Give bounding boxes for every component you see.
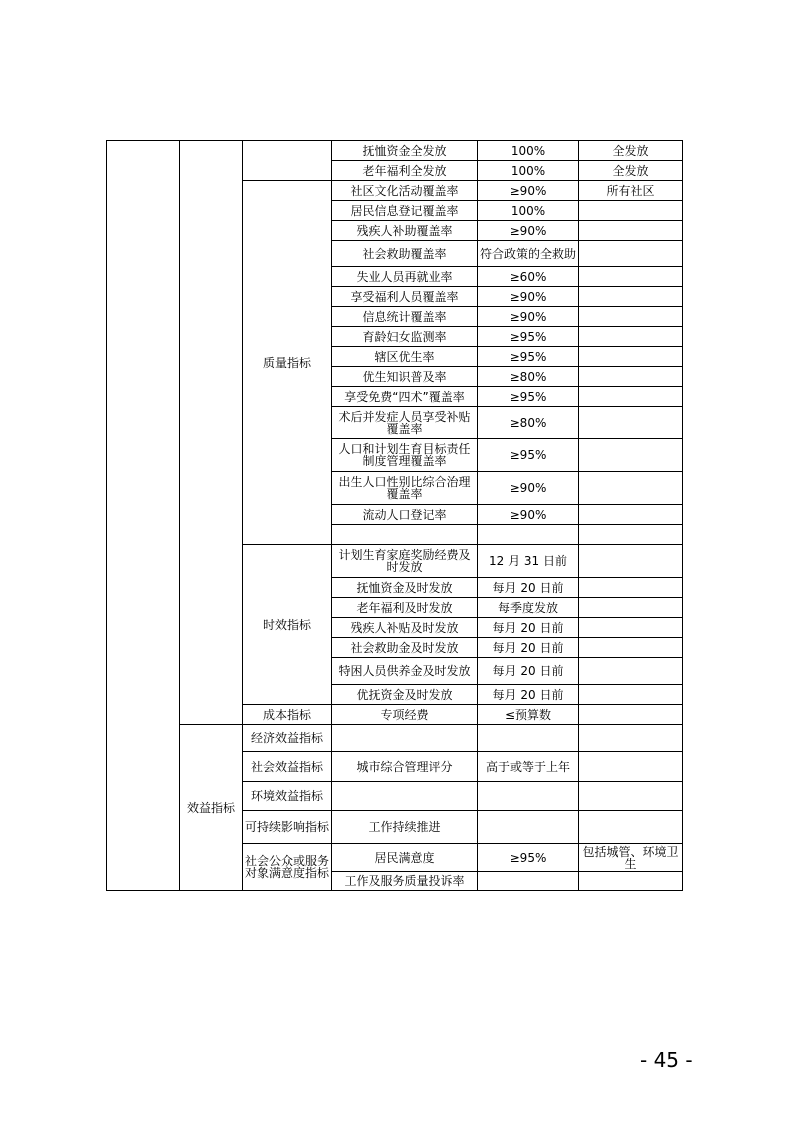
timeliness-indicator-label: 时效指标 [243, 545, 332, 705]
indicator-name-cell: 居民信息登记覆盖率 [332, 201, 478, 221]
indicator-note-cell [579, 472, 683, 505]
indicator-note-cell: 全发放 [579, 141, 683, 161]
indicator-value-cell: 每月 20 日前 [478, 685, 579, 705]
indicator-note-cell [579, 221, 683, 241]
indicator-value-cell: ≥60% [478, 267, 579, 287]
indicator-name-cell: 工作及服务质量投诉率 [332, 872, 478, 891]
indicator-value-cell: ≥90% [478, 221, 579, 241]
indicator-name-cell: 抚恤资金及时发放 [332, 578, 478, 598]
indicator-note-cell [579, 782, 683, 811]
indicator-note-cell [579, 545, 683, 578]
indicator-note-cell [579, 407, 683, 439]
indicator-value-cell: 每月 20 日前 [478, 658, 579, 685]
environmental-benefit-label: 环境效益指标 [243, 782, 332, 811]
indicator-note-cell [579, 811, 683, 844]
indicator-value-cell [478, 725, 579, 752]
indicator-value-cell: 符合政策的全救助 [478, 241, 579, 267]
second-level-empty-cell [180, 141, 243, 725]
indicator-note-cell [579, 705, 683, 725]
indicator-name-cell: 人口和计划生育目标责任制度管理覆盖率 [332, 439, 478, 472]
satisfaction-indicator-label: 社会公众或服务对象满意度指标 [243, 844, 332, 891]
indicator-name-cell [332, 525, 478, 545]
first-level-empty-cell [107, 141, 180, 891]
performance-indicator-table [106, 140, 683, 891]
indicator-value-cell [478, 872, 579, 891]
indicator-note-cell: 包括城管、环境卫生 [579, 844, 683, 872]
indicator-value-cell [478, 525, 579, 545]
indicator-note-cell [579, 347, 683, 367]
benefit-indicator-label: 效益指标 [180, 725, 243, 891]
cost-indicator-label: 成本指标 [243, 705, 332, 725]
indicator-name-cell: 老年福利全发放 [332, 161, 478, 181]
indicator-note-cell [579, 241, 683, 267]
indicator-value-cell: 每月 20 日前 [478, 578, 579, 598]
indicator-value-cell: 每月 20 日前 [478, 618, 579, 638]
indicator-name-cell: 享受免费“四术”覆盖率 [332, 387, 478, 407]
indicator-value-cell: 每月 20 日前 [478, 638, 579, 658]
indicator-value-cell: 高于或等于上年 [478, 752, 579, 782]
indicator-note-cell [579, 872, 683, 891]
indicator-note-cell [579, 525, 683, 545]
quality-indicator-label: 质量指标 [243, 181, 332, 545]
indicator-value-cell: ≥95% [478, 387, 579, 407]
indicator-name-cell: 专项经费 [332, 705, 478, 725]
indicator-name-cell: 社会救助金及时发放 [332, 638, 478, 658]
indicator-value-cell: ≥80% [478, 407, 579, 439]
social-benefit-label: 社会效益指标 [243, 752, 332, 782]
indicator-value-cell [478, 811, 579, 844]
page-number: - 45 - [640, 1048, 693, 1072]
indicator-name-cell: 社会救助覆盖率 [332, 241, 478, 267]
indicator-note-cell [579, 598, 683, 618]
indicator-name-cell: 残疾人补助覆盖率 [332, 221, 478, 241]
indicator-note-cell [579, 287, 683, 307]
indicator-name-cell: 抚恤资金全发放 [332, 141, 478, 161]
indicator-note-cell [579, 267, 683, 287]
indicator-note-cell [579, 638, 683, 658]
indicator-name-cell: 居民满意度 [332, 844, 478, 872]
indicator-value-cell: ≥95% [478, 844, 579, 872]
sustainable-impact-label: 可持续影响指标 [243, 811, 332, 844]
indicator-note-cell [579, 685, 683, 705]
indicator-value-cell: 100% [478, 161, 579, 181]
indicator-value-cell: ≥95% [478, 347, 579, 367]
indicator-value-cell: ≥95% [478, 439, 579, 472]
indicator-note-cell [579, 618, 683, 638]
indicator-note-cell [579, 327, 683, 347]
indicator-name-cell: 城市综合管理评分 [332, 752, 478, 782]
indicator-value-cell: ≥80% [478, 367, 579, 387]
indicator-name-cell: 流动人口登记率 [332, 505, 478, 525]
indicator-note-cell [579, 387, 683, 407]
indicator-name-cell: 享受福利人员覆盖率 [332, 287, 478, 307]
indicator-name-cell: 社区文化活动覆盖率 [332, 181, 478, 201]
indicator-note-cell [579, 439, 683, 472]
indicator-value-cell: ≥90% [478, 181, 579, 201]
indicator-name-cell: 残疾人补贴及时发放 [332, 618, 478, 638]
indicator-note-cell [579, 578, 683, 598]
indicator-name-cell: 优抚资金及时发放 [332, 685, 478, 705]
indicator-value-cell: 12 月 31 日前 [478, 545, 579, 578]
indicator-note-cell [579, 505, 683, 525]
indicator-name-cell: 出生人口性别比综合治理覆盖率 [332, 472, 478, 505]
indicator-name-cell: 优生知识普及率 [332, 367, 478, 387]
indicator-value-cell: 100% [478, 201, 579, 221]
indicator-name-cell: 辖区优生率 [332, 347, 478, 367]
indicator-note-cell [579, 658, 683, 685]
indicator-name-cell [332, 782, 478, 811]
third-level-empty-cell [243, 141, 332, 181]
indicator-note-cell [579, 367, 683, 387]
indicator-value-cell: ≥90% [478, 307, 579, 327]
indicator-note-cell [579, 752, 683, 782]
indicator-name-cell: 信息统计覆盖率 [332, 307, 478, 327]
indicator-name-cell: 失业人员再就业率 [332, 267, 478, 287]
indicator-value-cell: 每季度发放 [478, 598, 579, 618]
indicator-name-cell: 工作持续推进 [332, 811, 478, 844]
indicator-note-cell [579, 725, 683, 752]
indicator-note-cell [579, 201, 683, 221]
indicator-value-cell: ≥90% [478, 472, 579, 505]
indicator-name-cell: 计划生育家庭奖励经费及时发放 [332, 545, 478, 578]
indicator-note-cell: 全发放 [579, 161, 683, 181]
indicator-value-cell: 100% [478, 141, 579, 161]
indicator-note-cell [579, 307, 683, 327]
indicator-name-cell: 育龄妇女监测率 [332, 327, 478, 347]
indicator-note-cell: 所有社区 [579, 181, 683, 201]
indicator-value-cell: ≥90% [478, 287, 579, 307]
indicator-name-cell: 特困人员供养金及时发放 [332, 658, 478, 685]
economic-benefit-label: 经济效益指标 [243, 725, 332, 752]
indicator-name-cell: 术后并发症人员享受补贴覆盖率 [332, 407, 478, 439]
indicator-name-cell [332, 725, 478, 752]
indicator-value-cell: ≥90% [478, 505, 579, 525]
indicator-value-cell: ≤预算数 [478, 705, 579, 725]
indicator-value-cell [478, 782, 579, 811]
indicator-name-cell: 老年福利及时发放 [332, 598, 478, 618]
indicator-value-cell: ≥95% [478, 327, 579, 347]
